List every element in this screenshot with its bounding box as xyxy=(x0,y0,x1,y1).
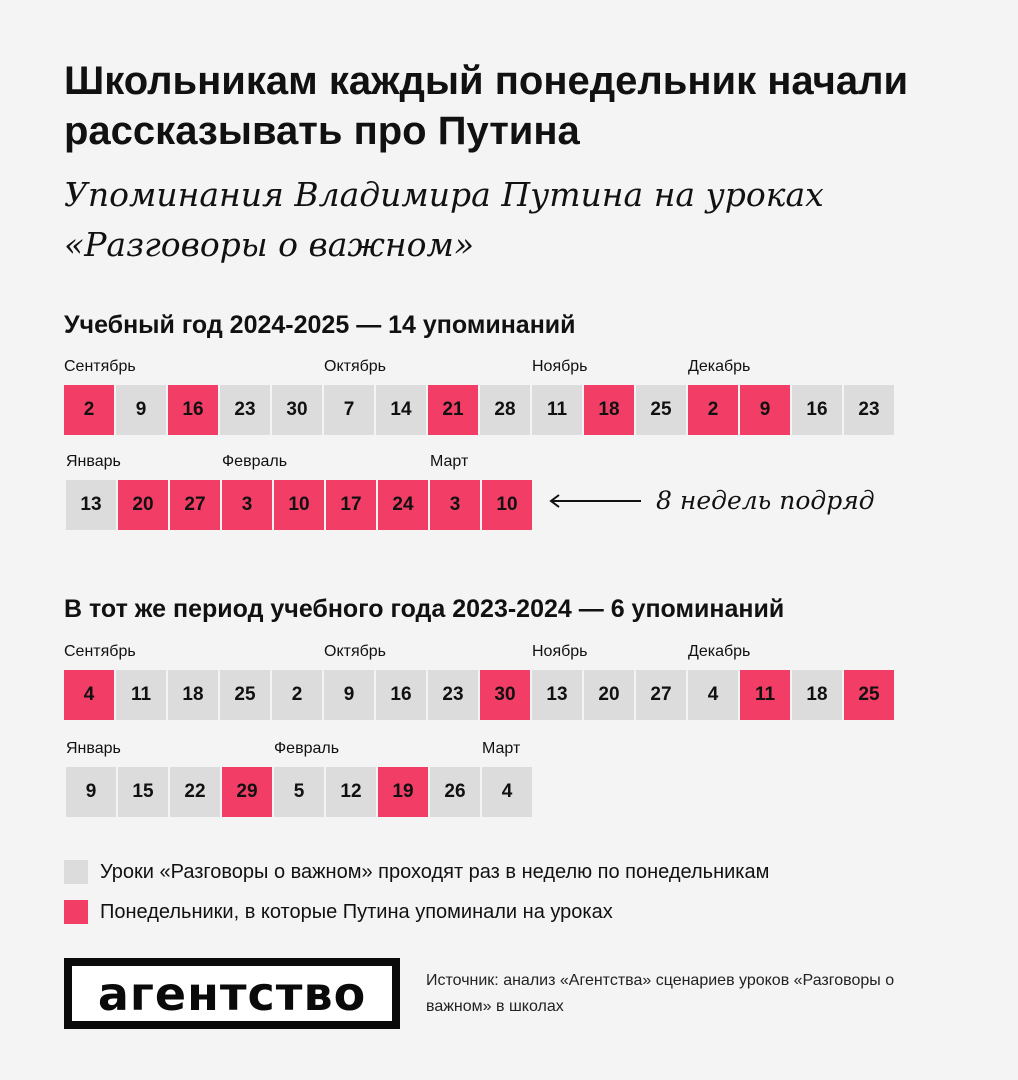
month-label: Октябрь xyxy=(324,358,387,375)
calendar-cell-mentioned: 24 xyxy=(378,480,428,530)
calendar-cell: 27 xyxy=(636,670,686,720)
chart-subtitle: Упоминания Владимира Путина на уроках «Разговоры о важном» xyxy=(64,175,824,264)
calendar-cell-mentioned: 10 xyxy=(482,480,532,530)
month-label: Март xyxy=(482,740,521,757)
calendar-cell: 18 xyxy=(168,670,218,720)
calendar-cell: 23 xyxy=(428,670,478,720)
legend-label: Уроки «Разговоры о важном» проходят раз в неделю по понедельникам xyxy=(100,860,770,883)
legend-swatch-gray xyxy=(64,860,88,884)
month-label: Февраль xyxy=(274,740,340,757)
calendar-cell-mentioned: 20 xyxy=(118,480,168,530)
calendar-cell: 4 xyxy=(482,767,532,817)
month-label: Январь xyxy=(66,453,121,470)
calendar-2023-2024-row-1 xyxy=(64,643,896,720)
calendar-2023-2024-row-2 xyxy=(66,740,536,817)
calendar-cell-mentioned: 25 xyxy=(844,670,894,720)
month-label: Декабрь xyxy=(688,358,751,375)
calendar-cell-mentioned: 10 xyxy=(274,480,324,530)
calendar-cell-mentioned: 2 xyxy=(64,385,114,435)
calendar-cell: 9 xyxy=(66,767,116,817)
calendar-cell: 22 xyxy=(170,767,220,817)
calendar-cell: 25 xyxy=(636,385,686,435)
month-label: Сентябрь xyxy=(64,358,136,375)
calendar-cell: 2 xyxy=(272,670,322,720)
calendar-cell: 7 xyxy=(324,385,374,435)
month-label: Сентябрь xyxy=(64,643,136,660)
calendar-cell: 11 xyxy=(116,670,166,720)
legend-item-putin-mentioned xyxy=(64,900,613,924)
calendar-cell-mentioned: 11 xyxy=(740,670,790,720)
calendar-cell: 15 xyxy=(118,767,168,817)
calendar-cell: 16 xyxy=(376,670,426,720)
calendar-2024-2025-row-2 xyxy=(66,453,536,530)
month-label: Январь xyxy=(66,740,121,757)
calendar-cell-mentioned: 18 xyxy=(584,385,634,435)
calendar-cell-mentioned: 4 xyxy=(64,670,114,720)
legend-item-regular-lessons xyxy=(64,860,769,884)
calendar-cell: 9 xyxy=(116,385,166,435)
calendar-cell: 25 xyxy=(220,670,270,720)
arrow-left-icon xyxy=(548,493,642,509)
calendar-2024-2025-row-1 xyxy=(64,358,896,435)
calendar-cell: 20 xyxy=(584,670,634,720)
calendar-cell-mentioned: 19 xyxy=(378,767,428,817)
calendar-cell-mentioned: 9 xyxy=(740,385,790,435)
calendar-cell-mentioned: 30 xyxy=(480,670,530,720)
calendar-cell: 30 xyxy=(272,385,322,435)
calendar-cell-mentioned: 29 xyxy=(222,767,272,817)
calendar-cell-mentioned: 17 xyxy=(326,480,376,530)
chart-title: Школьникам каждый понедельник начали рассказывать про Путина xyxy=(64,59,909,153)
agentstvo-logo xyxy=(64,958,400,1029)
month-label: Ноябрь xyxy=(532,358,588,375)
month-label: Февраль xyxy=(222,453,288,470)
calendar-cell: 23 xyxy=(220,385,270,435)
month-label: Декабрь xyxy=(688,643,751,660)
calendar-cell: 13 xyxy=(532,670,582,720)
calendar-cell: 18 xyxy=(792,670,842,720)
calendar-cell: 28 xyxy=(480,385,530,435)
section-title-2023-2024: В тот же период учебного года 2023-2024 — 6 упоминаний xyxy=(64,595,785,623)
calendar-cell: 9 xyxy=(324,670,374,720)
calendar-cell: 5 xyxy=(274,767,324,817)
legend-label: Понедельники, в которые Путина упоминали на уроках xyxy=(100,900,613,923)
month-label: Октябрь xyxy=(324,643,387,660)
calendar-cell: 11 xyxy=(532,385,582,435)
calendar-cell-mentioned: 21 xyxy=(428,385,478,435)
legend-swatch-pink xyxy=(64,900,88,924)
month-label: Март xyxy=(430,453,469,470)
calendar-cell: 13 xyxy=(66,480,116,530)
calendar-cell-mentioned: 2 xyxy=(688,385,738,435)
month-label: Ноябрь xyxy=(532,643,588,660)
section-title-2024-2025: Учебный год 2024-2025 — 14 упоминаний xyxy=(64,311,576,339)
calendar-cell-mentioned: 16 xyxy=(168,385,218,435)
calendar-cell: 12 xyxy=(326,767,376,817)
calendar-cell: 4 xyxy=(688,670,738,720)
calendar-cell: 26 xyxy=(430,767,480,817)
annotation-label: 8 недель подряд xyxy=(656,486,875,515)
calendar-cell-mentioned: 3 xyxy=(222,480,272,530)
calendar-cell-mentioned: 27 xyxy=(170,480,220,530)
logo-text: агентство xyxy=(72,966,392,1021)
consecutive-weeks-annotation xyxy=(548,486,875,515)
calendar-cell: 16 xyxy=(792,385,842,435)
calendar-cell: 14 xyxy=(376,385,426,435)
calendar-cell-mentioned: 3 xyxy=(430,480,480,530)
calendar-cell: 23 xyxy=(844,385,894,435)
source-note: Источник: анализ «Агентства» сценариев уроков «Разговоры о важном» в школах xyxy=(426,972,895,1015)
